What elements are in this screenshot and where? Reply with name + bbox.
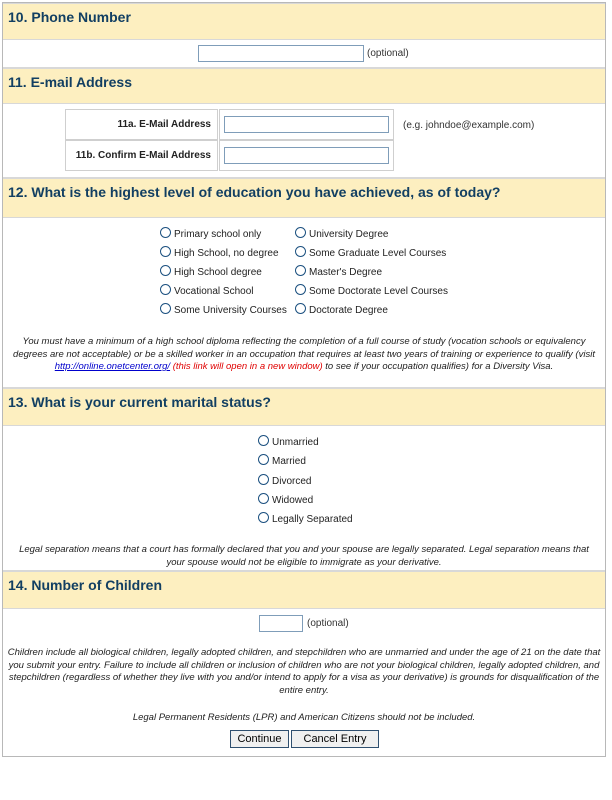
education-option[interactable]: Master's Degree [295,265,382,278]
radio-icon[interactable] [258,435,269,446]
radio-icon[interactable] [160,284,171,295]
radio-icon[interactable] [295,284,306,295]
radio-icon[interactable] [295,246,306,257]
children-count-input[interactable] [259,615,303,632]
radio-icon[interactable] [160,246,171,257]
marital-option[interactable]: Married [258,454,306,467]
form-frame [2,2,606,757]
email-example: (e.g. johndoe@example.com) [403,120,535,131]
radio-icon[interactable] [258,512,269,523]
phone-row [3,40,605,68]
email-label-b: 11b. Confirm E-Mail Address [65,140,218,171]
email-cell-a [219,109,394,140]
children-row [3,609,605,757]
education-option[interactable]: Primary school only [160,227,261,240]
marital-option[interactable]: Legally Separated [258,512,353,525]
confirm-email-input[interactable] [224,147,389,164]
marital-option[interactable]: Unmarried [258,435,319,448]
marital-option[interactable]: Widowed [258,493,313,506]
education-option[interactable]: University Degree [295,227,388,240]
radio-icon[interactable] [258,474,269,485]
education-option[interactable]: High School degree [160,265,262,278]
onetcenter-link[interactable]: http://online.onetcenter.org/ [54,361,171,372]
marital-note: Legal separation means that a court has formally declared that you and your spouse are legally separated. Legal separation means that your spouse would not be eligible to immigrate as your derivative. [19,544,589,568]
children-note: Children include all biological children, legally adopted children, and stepchildren who are unmarried and under the age of 21 on the date that you submit your entry. Failure to include all children or inclusion of children who are not your biological children, legally adopted children, and stepchildren (regardless of whether they live with you and/or intend to apply for a visa as your derivative) is grounds for disqualification of the entire entry. [7,647,601,696]
marital-row [3,426,605,571]
radio-icon[interactable] [295,303,306,314]
radio-icon[interactable] [160,303,171,314]
education-option[interactable]: High School, no degree [160,246,279,259]
radio-icon[interactable] [160,227,171,238]
email-label-a: 11a. E-Mail Address [65,109,218,140]
education-option[interactable]: Some Graduate Level Courses [295,246,446,259]
phone-input[interactable] [198,45,364,62]
children-optional-label: (optional) [307,618,349,629]
education-row [3,218,605,388]
section-heading-email: 11. E-mail Address [3,68,605,104]
radio-icon[interactable] [295,265,306,276]
marital-option[interactable]: Divorced [258,474,311,487]
radio-icon[interactable] [258,454,269,465]
email-row [3,104,605,178]
email-input[interactable] [224,116,389,133]
education-note: You must have a minimum of a high school diploma reflecting the completion of a full course of study (vocation schools or equivalency degrees are not acceptable) or be a skilled worker in an occupation that requires at least two years of training or experience to qualify (visit http://online.onetcenter.org/ (this link will open in a new window) to see if your occupation qualifies) for a Diversity Visa. [13,336,595,372]
email-cell-b [219,140,394,171]
education-option[interactable]: Doctorate Degree [295,303,388,316]
education-option[interactable]: Some University Courses [160,303,287,316]
radio-icon[interactable] [258,493,269,504]
section-heading-education: 12. What is the highest level of education you have achieved, as of today? [3,178,605,218]
phone-optional-label: (optional) [367,48,409,59]
section-heading-children: 14. Number of Children [3,571,605,609]
lpr-note: Legal Permanent Residents (LPR) and American Citizens should not be included. [132,712,476,723]
new-window-warning: (this link will open in a new window) [170,361,323,372]
section-heading-marital: 13. What is your current marital status? [3,388,605,426]
education-option[interactable]: Some Doctorate Level Courses [295,284,448,297]
section-heading-phone: 10. Phone Number [3,3,605,40]
education-option[interactable]: Vocational School [160,284,254,297]
cancel-entry-button[interactable]: Cancel Entry [291,730,379,748]
continue-button[interactable]: Continue [230,730,289,748]
radio-icon[interactable] [160,265,171,276]
radio-icon[interactable] [295,227,306,238]
